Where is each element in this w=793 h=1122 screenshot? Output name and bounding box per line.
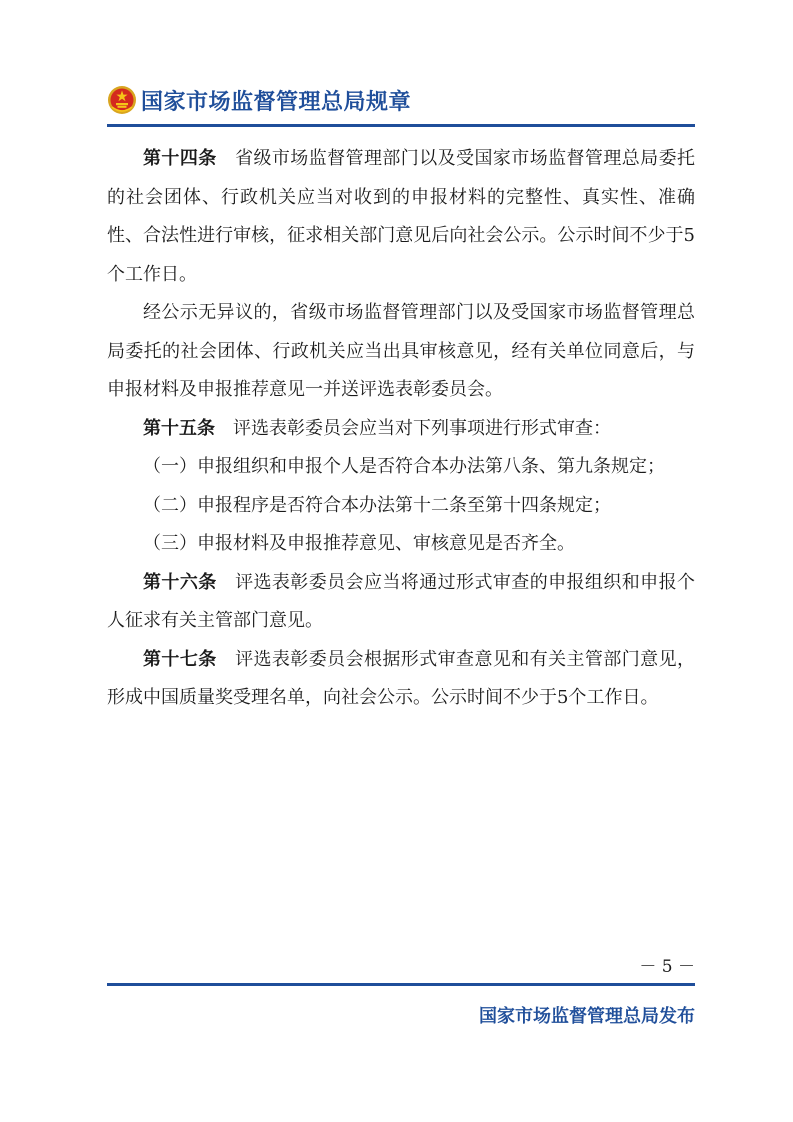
- document-header: [107, 80, 411, 120]
- document-body: [107, 140, 695, 718]
- article-15-item-1: （一）申报组织和申报个人是否符合本办法第八条、第九条规定；: [143, 456, 665, 477]
- article-15-title: 第十五条: [143, 417, 215, 439]
- article-14-title: 第十四条: [143, 148, 217, 169]
- article-17-title: 第十七条: [143, 648, 217, 670]
- article-17-text-1: 评选表彰委员会根据形式审查意见和有关主管部门意见，形成中国质量奖受理名单，向社会公示。公示时间不少于5个工作日。: [107, 648, 695, 708]
- page-number: － 5 －: [639, 957, 695, 977]
- footer-publisher: 国家市场监督管理总局发布: [479, 1006, 695, 1027]
- article-17-paragraph-1: [107, 641, 695, 718]
- article-15-text-1: 评选表彰委员会应当对下列事项进行形式审查：: [233, 417, 611, 439]
- article-16-paragraph-1: [107, 564, 695, 641]
- article-15-item-3: （三）申报材料及申报推荐意见、审核意见是否齐全。: [143, 533, 575, 554]
- article-14-text-1: 省级市场监督管理部门以及受国家市场监督管理总局委托的社会团体、行政机关应当对收到的申报材料的完整性、真实性、准确性、合法性进行审核，征求相关部门意见后向社会公示。公示时间不少于5个工作日。: [107, 148, 695, 285]
- footer-divider: [107, 983, 695, 986]
- article-14-paragraph-1: [107, 140, 695, 294]
- article-15-item-2: （二）申报程序是否符合本办法第十二条至第十四条规定；: [143, 494, 611, 516]
- article-16-text-1: 评选表彰委员会应当将通过形式审查的申报组织和申报个人征求有关主管部门意见。: [107, 571, 695, 631]
- header-title: 国家市场监督管理总局规章: [141, 89, 412, 115]
- article-16-title: 第十六条: [143, 571, 217, 593]
- article-14-paragraph-2: 经公示无异议的，省级市场监督管理部门以及受国家市场监督管理总局委托的社会团体、行政机关应当出具审核意见，经有关单位同意后，与申报材料及申报推荐意见一并送评选表彰委员会。: [107, 302, 695, 400]
- article-15-paragraph-1: [107, 410, 695, 449]
- header-divider: [107, 124, 695, 127]
- national-emblem-icon: [107, 85, 137, 115]
